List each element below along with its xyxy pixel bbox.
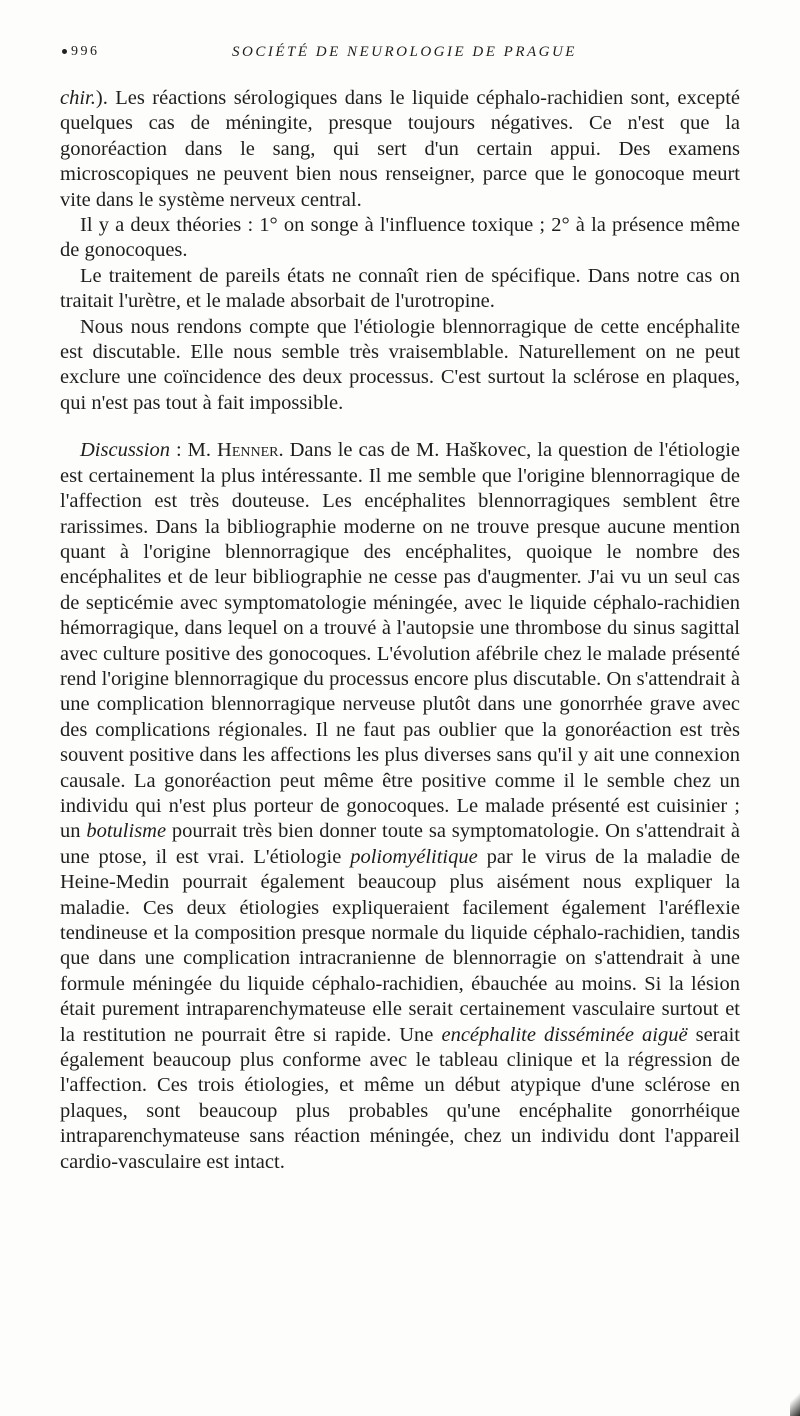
italic-text: poliomyélitique — [350, 845, 478, 868]
paragraph — [60, 315, 740, 417]
italic-text: encéphalite disséminée aiguë — [441, 1023, 688, 1046]
italic-text: chir. — [60, 87, 96, 109]
paragraph — [60, 264, 740, 315]
text-run: Nous nous rendons compte que l'étiologie blennorragique de cette encéphalite est discutable. Elle nous semble très vraisemblable. Naturellement on ne peut exclure une coïncidence des deux processus. C'est surtout la sclérose en plaques, qui n'est pas tout à fait impossible. — [60, 315, 740, 414]
paragraph — [60, 213, 740, 264]
text-run: . Dans le cas de M. Haškovec, la question de l'étiologie est certainement la plus intéressante. Il me semble que l'origine blennorragique de l'affection est très douteuse. Les encéphalites blennorragiques semblent être rarissimes. Dans la bibliographie moderne on ne trouve presque aucune mention quant à l'origine blennorragique des encéphalites, quoique le nombre des encéphalites et de leur bibliographie ne cesse pas d'augmenter. J'ai vu un seul cas de septicémie avec symptomatologie méningée, avec le liquide céphalo-rachidien hémorragique, dans lequel on a trouvé à l'autopsie une thrombose du sinus sagittal avec culture positive des gonocoques. L'évolution afébrile chez le malade présenté rend l'origine blennorragique du processus encore plus discutable. On s'attendrait à une complication blennorragique nerveuse plutôt dans une gonorrhée grave avec des complications régionales. Il ne faut pas oublier que la gonoréaction est très souvent positive dans les affections les plus diverses sans qu'il y ait une connexion causale. La gonoréaction peut même être positive comme il le semble chez un individu qui n'est plus porteur de gonocoques. Le malade présenté est cuisinier ; un — [60, 439, 740, 843]
text-run: ). Les réactions sérologiques dans le liquide céphalo-rachidien sont, excepté quelques cas de méningite, presque toujours négatives. Ce n'est que la gonoréaction dans le sang, qui sert d'un certain appui. Des examens microscopiques ne peuvent bien nous renseigner, parce que le gonocoque meurt vite dans le système nerveux central. — [60, 87, 740, 211]
speaker-name: Henner — [217, 439, 279, 462]
text-run: pourrait très bien donner toute sa symptomatologie. On s'attendrait à une ptose, il est vrai. L'étiologie — [60, 820, 741, 868]
running-head — [62, 40, 722, 64]
text-run: : M. — [169, 439, 218, 462]
italic-text: Discussion — [80, 439, 170, 462]
text-run: serait également beaucoup plus conforme avec le tableau clinique et la régression de l'affection. Ces trois étiologies, et même un début atypique d'une sclérose en plaques, sont beaucoup plus probables qu'une encéphalite gonorrhéique intraparenchymateuse sans réaction méningée, chez un individu dont l'appareil cardio-vasculaire est intact. — [60, 1023, 740, 1173]
bullet-dot-icon — [62, 49, 67, 54]
italic-text: botulisme — [86, 820, 167, 843]
page-number-text: 996 — [71, 44, 100, 59]
text-run: Il y a deux théories : 1° on songe à l'influence toxique ; 2° à la présence même de gonocoques. — [60, 214, 740, 262]
page-edge-mark — [790, 1386, 800, 1416]
text-run: par le virus de la maladie de Heine-Medin pourrait également beaucoup plus aisément nous expliquer la maladie. Ces deux étiologies expliqueraient facilement également l'aréflexie tendineuse et la composition presque normale du liquide céphalo-rachidien, tandis que dans une complication intracranienne de blennorragie on s'attendrait à une formule méningée du liquide céphalo-rachidien, ébauchée au moins. Si la lésion était purement intraparenchymateuse elle serait certainement vasculaire surtout et la restitution ne pourrait être si rapide. Une — [60, 845, 740, 1046]
discussion-paragraph — [60, 438, 740, 1175]
text-run: Le traitement de pareils états ne connaît rien de spécifique. Dans notre cas on traitait l'urètre, et le malade absorbait de l'urotropine. — [60, 264, 740, 313]
running-title: SOCIÉTÉ DE NEUROLOGIE DE PRAGUE — [232, 44, 577, 60]
page-number — [62, 44, 100, 60]
body-text — [60, 86, 740, 1175]
paragraph — [60, 86, 740, 213]
